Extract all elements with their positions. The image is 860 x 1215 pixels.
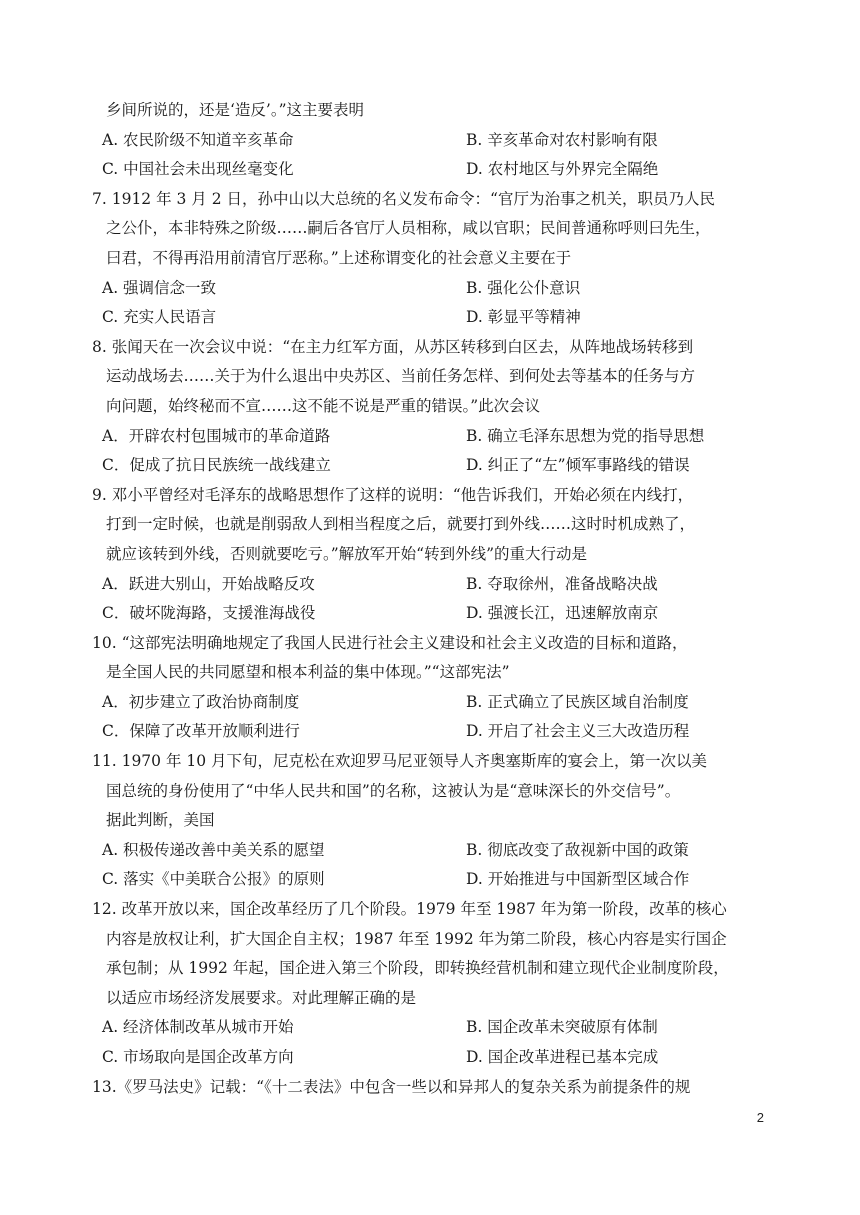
answer-option: D. 纠正了“左”倾军事路线的错误 [466,456,690,475]
answer-option: A. 强调信念一致 [102,278,217,297]
answer-option: D. 开启了社会主义三大改造历程 [466,722,690,741]
question-block [92,333,778,481]
option-row [92,451,778,481]
question-stem-line: 承包制；从 1992 年起，国企进入第三个阶段，即转换经营机制和建立现代企业制度阶段， [106,959,729,978]
option-row [92,836,778,866]
answer-option: B. 确立毛泽东思想为党的指导思想 [466,426,705,445]
answer-option: B. 夺取徐州，准备战略决战 [466,574,658,593]
answer-option: C. 中国社会未出现丝毫变化 [102,160,294,179]
question-stem-first-line: 7. 1912 年 3 月 2 日，孙中山以大总统的名义发布命令：“官厅为治事之机关，职员乃人民 [92,189,715,208]
question-stem-line: 曰君，不得再沿用前清官厅恶称。”上述称谓变化的社会意义主要在于 [106,248,572,267]
option-row [92,126,778,156]
answer-option: A．跃进大别山，开始战略反攻 [102,574,315,593]
question-block [92,747,778,895]
option-row [92,155,778,185]
option-row [92,688,778,718]
option-row [92,865,778,895]
answer-option: B. 辛亥革命对农村影响有限 [466,130,658,149]
answer-option: A. 积极传递改善中美关系的愿望 [102,840,325,859]
option-row [92,570,778,600]
question-block [92,481,778,629]
question-block [92,185,778,333]
question-stem-first-line: 12. 改革开放以来，国企改革经历了几个阶段。1979 年至 1987 年为第一阶段，改革的核心 [92,900,727,919]
answer-option: C．破坏陇海路，支援淮海战役 [102,604,316,623]
question-stem-line: 之公仆，本非特殊之阶级……嗣后各官厅人员相称，咸以官职；民间普通称呼则曰先生， [106,219,711,238]
option-row [92,1013,778,1043]
answer-option: D. 国企改革进程已基本完成 [466,1048,659,1066]
question-stem-line: 以适应市场经济发展要求。对此理解正确的是 [106,988,417,1007]
question-stem-line: 就应该转到外线，否则就要吃亏。”解放军开始“转到外线”的重大行动是 [106,544,588,563]
question-list [92,96,778,1102]
answer-option: B. 彻底改变了敌视新中国的政策 [466,840,689,859]
option-row [92,599,778,629]
answer-option: D. 强渡长江，迅速解放南京 [466,604,659,623]
question-block [92,629,778,747]
question-stem-line: 向问题，始终秘而不宣……这不能不说是严重的错误。”此次会议 [106,396,541,415]
question-stem-first-line: 13.《罗马法史》记载：“《十二表法》中包含一些以和异邦人的复杂关系为前提条件的规 [92,1077,691,1096]
answer-option: C．保障了改革开放顺利进行 [102,722,300,741]
answer-option: B. 国企改革未突破原有体制 [466,1018,658,1037]
answer-option: D. 彰显平等精神 [466,308,581,327]
option-row [92,303,778,333]
option-row [92,422,778,452]
question-block [92,895,778,1073]
question-block [92,96,778,185]
question-stem-line: 打到一定时候，也就是削弱敌人到相当程度之后，就要打到外线……这时时机成熟了， [106,515,696,534]
question-stem-line: 国总统的身份使用了“中华人民共和国”的名称，这被认为是“意味深长的外交信号”。 [106,781,681,800]
question-stem-first-line: 10. “这部宪法明确地规定了我国人民进行社会主义建设和社会主义改造的目标和道路， [92,633,688,652]
question-stem-first-line: 9. 邓小平曾经对毛泽东的战略思想作了这样的说明：“他告诉我们，开始必须在内线打， [92,485,694,504]
answer-option: C．促成了抗日民族统一战线建立 [102,456,331,475]
option-row [92,274,778,304]
answer-option: D. 农村地区与外界完全隔绝 [466,160,659,179]
answer-option: B. 强化公仆意识 [466,278,581,297]
answer-option: A．开辟农村包围城市的革命道路 [102,426,331,445]
answer-option: B. 正式确立了民族区域自治制度 [466,692,689,711]
answer-option: C. 充实人民语言 [102,308,217,327]
answer-option: A．初步建立了政治协商制度 [102,692,300,711]
question-block [92,1073,778,1103]
answer-option: A. 经济体制改革从城市开始 [102,1018,294,1037]
answer-option: C. 落实《中美联合公报》的原则 [102,870,325,889]
question-stem-first-line: 8. 张闻天在一次会议中说：“在主力红军方面，从苏区转移到白区去，从阵地战场转移到 [92,337,694,356]
answer-option: C. 市场取向是国企改革方向 [102,1048,294,1066]
question-stem-line: 内容是放权让利，扩大国企自主权；1987 年至 1992 年为第二阶段，核心内容是实行国企 [106,929,727,948]
answer-option: D. 开始推进与中国新型区域合作 [466,870,690,889]
question-stem-line: 据此判断，美国 [106,811,215,830]
question-stem-line: 乡间所说的，还是‘造反’。”这主要表明 [106,101,365,119]
option-row [92,1043,778,1073]
question-stem-first-line: 11. 1970 年 10 月下旬，尼克松在欢迎罗马尼亚领导人齐奥塞斯库的宴会上，第一次以美 [92,752,708,771]
page-number: 2 [756,1110,764,1125]
question-stem-line: 运动战场去……关于为什么退出中央苏区、当前任务怎样、到何处去等基本的任务与方 [106,367,696,386]
answer-option: A. 农民阶级不知道辛亥革命 [102,130,294,149]
option-row [92,717,778,747]
question-stem-line: 是全国人民的共同愿望和根本利益的集中体现。”“这部宪法” [106,663,510,682]
